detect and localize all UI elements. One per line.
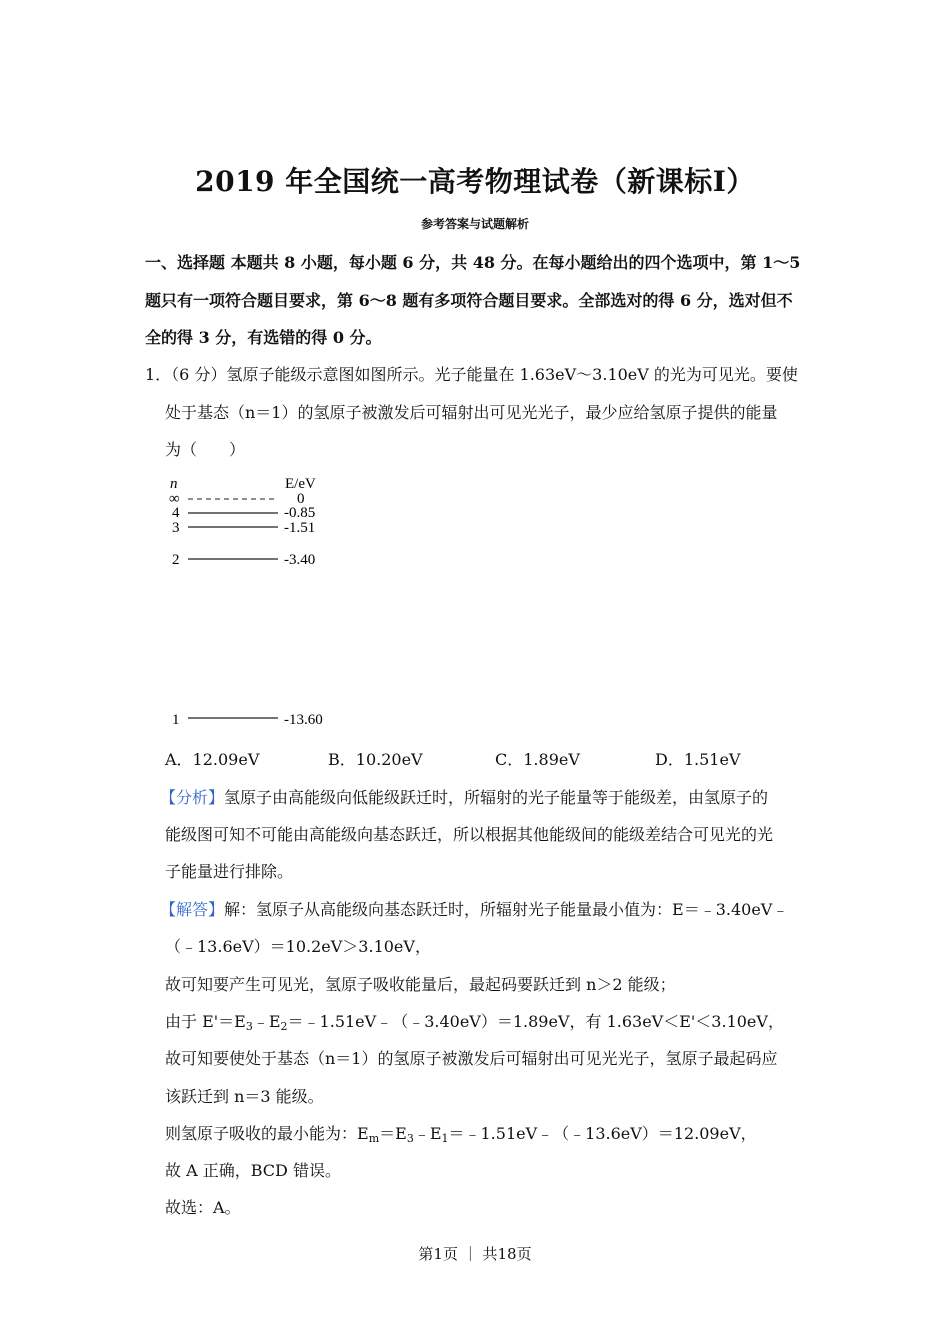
answer-tag: 【解答】 <box>160 900 225 919</box>
page-footer: 第1页 ｜ 共18页 <box>418 1245 532 1263</box>
analysis-line-1 <box>160 785 768 808</box>
answer-line-4-part: ＝﹣1.51eV﹣（﹣3.40eV）＝1.89eV，有 1.63eV＜E'＜3.10eV， <box>287 1012 784 1031</box>
option-c: C．1.89eV <box>495 750 580 769</box>
level-n-3: 3 <box>172 520 180 536</box>
answer-text-1: 解：氢原子从高能级向基态跃迁时，所辐射光子能量最小值为：E＝﹣3.40eV﹣ <box>224 900 789 919</box>
answer-line-8: 故 A 正确，BCD 错误。 <box>165 1161 341 1180</box>
subscript: 1 <box>441 1132 449 1145</box>
answer-line-7-part: ＝﹣1.51eV﹣（﹣13.6eV）＝12.09eV， <box>448 1124 757 1143</box>
subscript: 3 <box>406 1132 414 1145</box>
analysis-line-3: 子能量进行排除。 <box>165 862 294 881</box>
level-n-1: 1 <box>172 712 180 728</box>
answer-line-7-part: ﹣E <box>413 1124 442 1143</box>
level-n-4: 4 <box>172 505 180 521</box>
n-axis-label: n <box>170 476 178 492</box>
answer-line-5: 故可知要使处于基态（n＝1）的氢原子被激发后可辐射出可见光光子，氢原子最起码应 <box>165 1049 778 1068</box>
option-a: A．12.09eV <box>165 750 260 769</box>
level-energy-infinity: 0 <box>297 491 305 507</box>
section-instructions-line-3: 全的得 3 分，有选错的得 0 分。 <box>145 328 382 347</box>
page-subtitle: 参考答案与试题解析 <box>420 217 529 231</box>
answer-line-4-part: ﹣E <box>252 1012 281 1031</box>
page-title: 2019 年全国统一高考物理试卷（新课标Ⅰ） <box>195 165 755 198</box>
question-line-2: 处于基态（n＝1）的氢原子被激发后可辐射出可见光光子，最少应给氢原子提供的能量 <box>165 403 778 422</box>
option-b: B．10.20eV <box>328 750 423 769</box>
answer-line-1 <box>160 897 788 920</box>
answer-line-9: 故选：A。 <box>165 1198 241 1217</box>
level-energy-1: -13.60 <box>284 712 323 728</box>
section-instructions-line-2: 题只有一项符合题目要求，第 6～8 题有多项符合题目要求。全部选对的得 6 分，选对但不 <box>145 291 793 310</box>
answer-line-4-part: 由于 E'＝E <box>165 1012 246 1031</box>
subscript: 2 <box>280 1020 288 1033</box>
question-line-3: 为（ ） <box>165 440 246 459</box>
level-n-infinity: ∞ <box>169 491 180 507</box>
level-n-2: 2 <box>172 552 180 568</box>
level-energy-2: -3.40 <box>284 552 316 568</box>
level-energy-4: -0.85 <box>284 505 316 521</box>
energy-level-diagram <box>160 470 360 730</box>
answer-line-7-part: 则氢原子吸收的最小能为：E <box>165 1124 369 1143</box>
analysis-text-1: 氢原子由高能级向低能级跃迁时，所辐射的光子能量等于能级差，由氢原子的 <box>224 788 769 807</box>
subscript: m <box>368 1132 380 1145</box>
analysis-line-2: 能级图可知不可能由高能级向基态跃迁，所以根据其他能级间的能级差结合可见光的光 <box>165 825 774 844</box>
level-energy-3: -1.51 <box>284 520 316 536</box>
analysis-tag: 【分析】 <box>160 788 225 807</box>
energy-axis-label: E/eV <box>285 476 316 492</box>
answer-line-7 <box>165 1121 757 1144</box>
answer-line-4 <box>165 1009 784 1032</box>
answer-line-6: 该跃迁到 n＝3 能级。 <box>165 1087 324 1106</box>
answer-line-2: （﹣13.6eV）＝10.2eV＞3.10eV， <box>165 937 431 956</box>
section-instructions-line-1: 一、选择题 本题共 8 小题，每小题 6 分，共 48 分。在每小题给出的四个选项中，第 1～5 <box>145 253 801 272</box>
option-d: D．1.51eV <box>655 750 741 769</box>
answer-line-7-part: ＝E <box>379 1124 407 1143</box>
question-line-1: 1．（6 分）氢原子能级示意图如图所示。光子能量在 1.63eV～3.10eV 的光为可见光。要使 <box>145 365 798 384</box>
subscript: 3 <box>245 1020 253 1033</box>
answer-line-3: 故可知要产生可见光，氢原子吸收能量后，最起码要跃迁到 n＞2 能级； <box>165 975 676 994</box>
